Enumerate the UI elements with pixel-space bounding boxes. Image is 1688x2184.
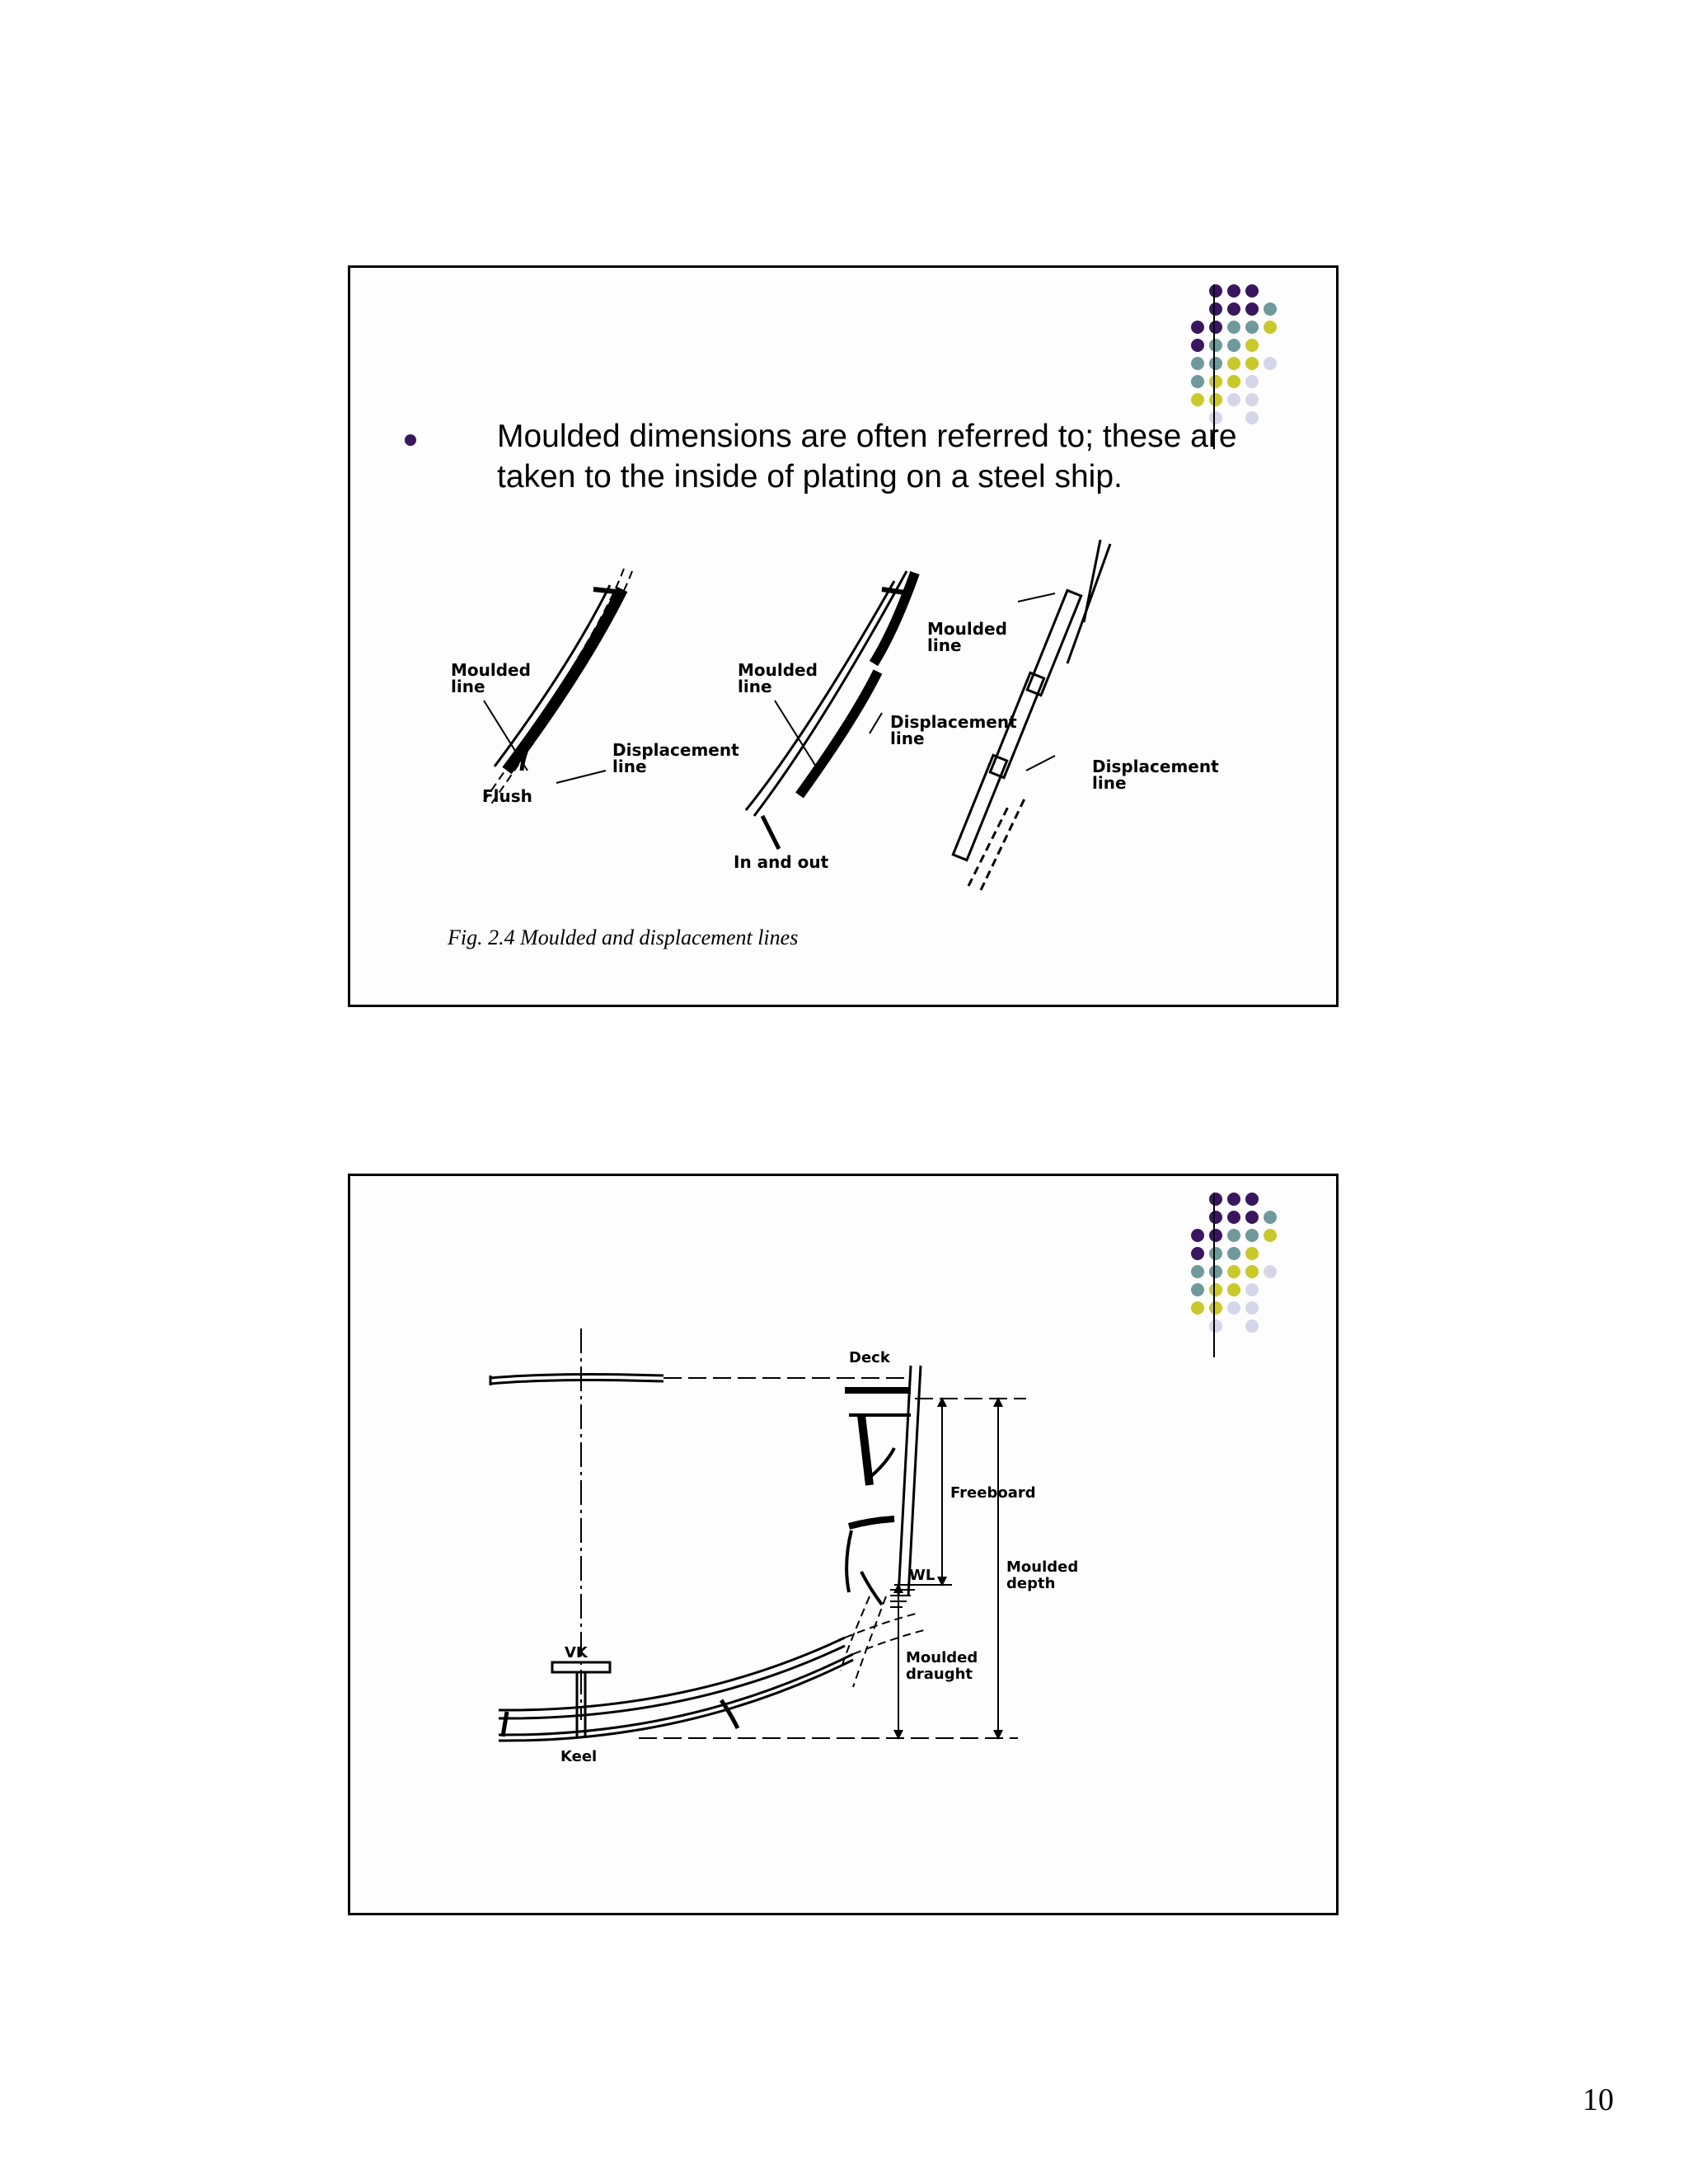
decorative-dot bbox=[1227, 1247, 1240, 1260]
moulded-line-label-2: Moulded bbox=[738, 660, 818, 680]
moulded-line-label-1b: line bbox=[451, 677, 485, 696]
decorative-dot bbox=[1245, 1319, 1259, 1333]
decorative-dot bbox=[1191, 1301, 1204, 1315]
decorative-dot bbox=[1191, 1265, 1204, 1278]
bullet-text: Moulded dimensions are often referred to; these are taken to the inside of plating on a steel ship. bbox=[497, 419, 1237, 494]
moulded-line-label-3b: line bbox=[927, 635, 962, 655]
decorative-dot bbox=[1227, 375, 1240, 388]
decorative-dot bbox=[1264, 302, 1277, 316]
decorative-dot bbox=[1209, 1247, 1222, 1260]
decorative-dot bbox=[1227, 302, 1240, 316]
decorative-dot bbox=[1191, 375, 1204, 388]
decorative-dot bbox=[1245, 302, 1259, 316]
slide-1 bbox=[348, 265, 1339, 1007]
decorative-dot bbox=[1245, 1193, 1259, 1206]
decorative-dot bbox=[1191, 321, 1204, 334]
slide-divider-line bbox=[1213, 1193, 1215, 1357]
decorative-dot bbox=[1209, 375, 1222, 388]
decorative-dot bbox=[1209, 1283, 1222, 1296]
decorative-dot bbox=[1227, 1265, 1240, 1278]
decorative-dot bbox=[1245, 1247, 1259, 1260]
decorative-dot bbox=[1209, 339, 1222, 352]
moulded-depth-label-b: depth bbox=[1006, 1575, 1056, 1592]
decorative-dot bbox=[1191, 1229, 1204, 1242]
decorative-dot bbox=[1245, 339, 1259, 352]
page-number: 10 bbox=[1582, 2083, 1614, 2117]
decorative-dot bbox=[1264, 1229, 1277, 1242]
decorative-dot bbox=[1227, 393, 1240, 406]
decorative-dot bbox=[1191, 1247, 1204, 1260]
freeboard-depth-draught-figure bbox=[474, 1324, 1133, 1835]
displacement-line-label-2: Displacement bbox=[890, 712, 1017, 732]
decorative-dot bbox=[1209, 1265, 1222, 1278]
flush-label: Flush bbox=[482, 786, 532, 806]
deck-label: Deck bbox=[849, 1349, 890, 1366]
displacement-line-label-3b: line bbox=[1092, 773, 1127, 793]
decorative-dot bbox=[1264, 1211, 1277, 1224]
decorative-dot bbox=[1209, 1301, 1222, 1315]
decorative-dot bbox=[1227, 1229, 1240, 1242]
moulded-depth-label: Moulded bbox=[1006, 1558, 1079, 1576]
decorative-dot bbox=[1191, 339, 1204, 352]
bullet-icon bbox=[405, 434, 416, 446]
decorative-dot bbox=[1227, 339, 1240, 352]
decorative-dot bbox=[1227, 1211, 1240, 1224]
wl-label: WL bbox=[909, 1567, 935, 1584]
decorative-dot bbox=[1227, 357, 1240, 370]
decorative-dot bbox=[1245, 284, 1259, 298]
decorative-dot bbox=[1209, 321, 1222, 334]
decorative-dot bbox=[1264, 357, 1277, 370]
decorative-dot bbox=[1209, 1211, 1222, 1224]
decorative-dot bbox=[1227, 1193, 1240, 1206]
decorative-dot bbox=[1227, 284, 1240, 298]
vk-label: VK bbox=[565, 1644, 588, 1661]
decorative-dot bbox=[1227, 321, 1240, 334]
decorative-dot bbox=[1227, 1283, 1240, 1296]
moulded-line-label-2b: line bbox=[738, 677, 772, 696]
decorative-dot bbox=[1191, 393, 1204, 406]
moulded-displacement-lines-figure bbox=[433, 523, 1219, 919]
dot-pattern-decoration bbox=[1186, 281, 1318, 429]
moulded-draught-label: Moulded bbox=[906, 1649, 978, 1666]
decorative-dot bbox=[1245, 1283, 1259, 1296]
figure-caption: Fig. 2.4 Moulded and displacement lines bbox=[448, 926, 799, 949]
moulded-line-label-3: Moulded bbox=[927, 619, 1007, 639]
moulded-line-label-1: Moulded bbox=[451, 660, 531, 680]
decorative-dot bbox=[1245, 1301, 1259, 1315]
dot-pattern-decoration bbox=[1186, 1189, 1318, 1338]
decorative-dot bbox=[1209, 393, 1222, 406]
freeboard-label: Freeboard bbox=[950, 1484, 1036, 1502]
decorative-dot bbox=[1245, 321, 1259, 334]
decorative-dot bbox=[1209, 284, 1222, 298]
decorative-dot bbox=[1264, 321, 1277, 334]
decorative-dot bbox=[1245, 1229, 1259, 1242]
decorative-dot bbox=[1209, 302, 1222, 316]
decorative-dot bbox=[1227, 1301, 1240, 1315]
keel-label: Keel bbox=[560, 1748, 598, 1765]
decorative-dot bbox=[1245, 357, 1259, 370]
displacement-line-label-3: Displacement bbox=[1092, 757, 1219, 776]
in-and-out-label: In and out bbox=[734, 852, 829, 872]
decorative-dot bbox=[1209, 1193, 1222, 1206]
decorative-dot bbox=[1264, 1265, 1277, 1278]
displacement-line-label-2b: line bbox=[890, 729, 925, 748]
moulded-draught-label-b: draught bbox=[906, 1666, 973, 1683]
displacement-line-label-1: Displacement bbox=[612, 740, 739, 760]
decorative-dot bbox=[1245, 1211, 1259, 1224]
slide-2 bbox=[348, 1174, 1339, 1915]
decorative-dot bbox=[1191, 1283, 1204, 1296]
decorative-dot bbox=[1209, 1229, 1222, 1242]
decorative-dot bbox=[1245, 1265, 1259, 1278]
decorative-dot bbox=[1245, 375, 1259, 388]
decorative-dot bbox=[1209, 1319, 1222, 1333]
displacement-line-label-1b: line bbox=[612, 757, 647, 776]
decorative-dot bbox=[1245, 393, 1259, 406]
decorative-dot bbox=[1209, 357, 1222, 370]
decorative-dot bbox=[1191, 357, 1204, 370]
